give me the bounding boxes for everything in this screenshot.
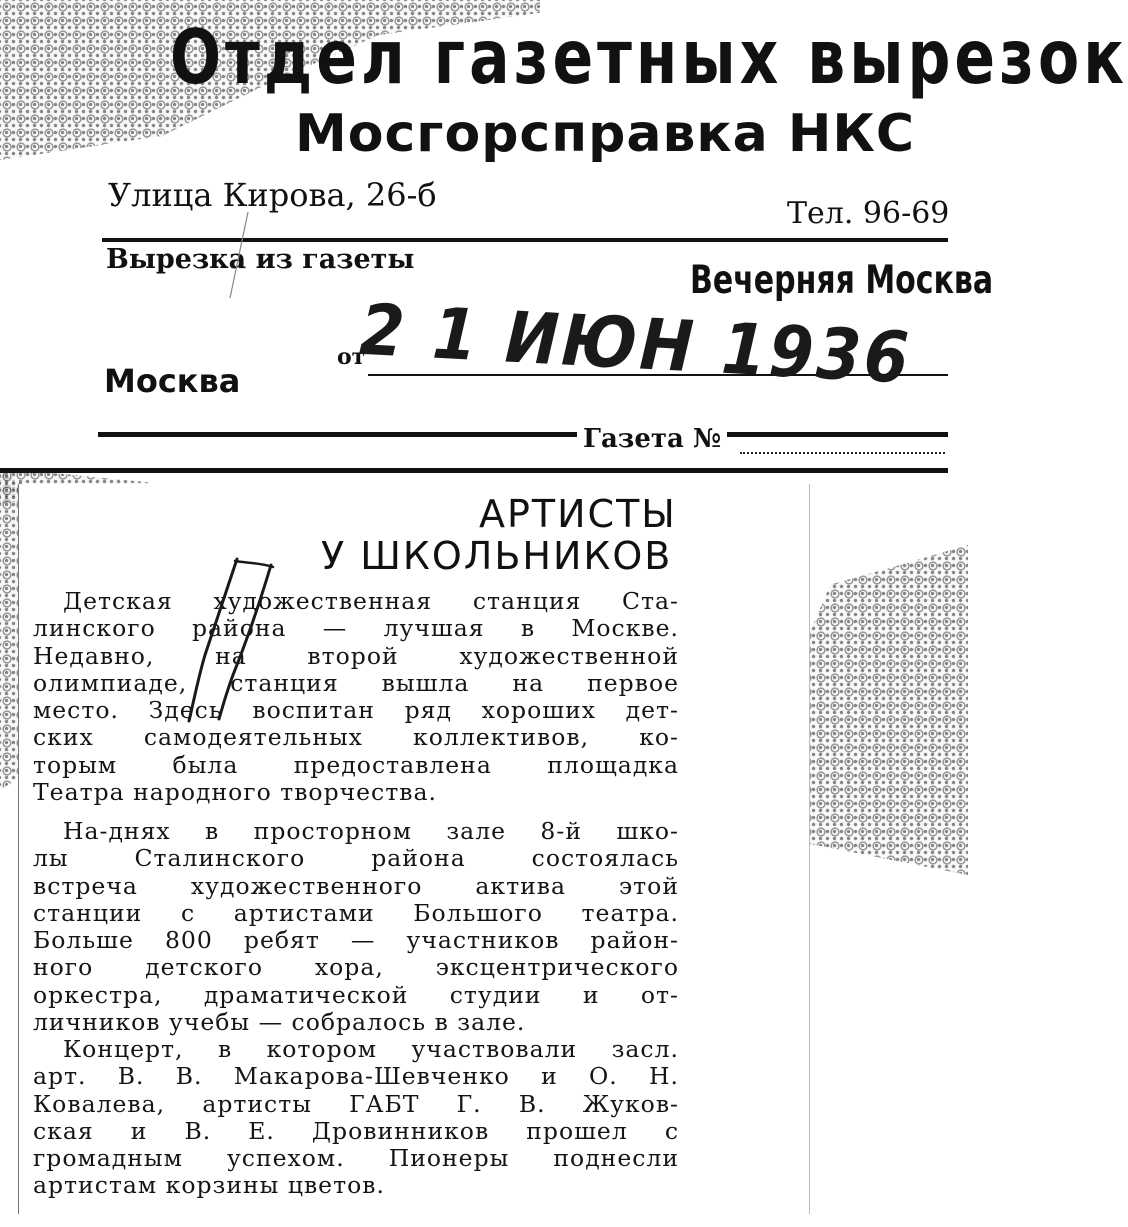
text-line: лы Сталинского района состоялась	[33, 844, 679, 873]
text-line: Недавно, на второй художественной	[33, 641, 679, 670]
article-paragraph-1	[33, 588, 679, 806]
issue-number-label: Газета №	[577, 424, 727, 454]
text-line: станции с артистами Большого театра.	[33, 898, 679, 927]
issue-number-blank	[740, 452, 945, 454]
article-paragraph-3	[33, 1036, 679, 1200]
date-stamp: 2 1 ИЮН 1936	[357, 290, 914, 401]
text-line: арт. В. В. Макарова-Шевченко и О. Н.	[33, 1062, 679, 1091]
bureau-phone: Тел. 96-69	[787, 196, 950, 231]
article-headline-line1: АРТИСТЫ	[479, 492, 677, 536]
text-line: На-днях в просторном зале 8-й шко-	[63, 817, 679, 845]
text-line: ного детского хора, эксцентрического	[33, 953, 679, 982]
text-line: Больше 800 ребят — участников район-	[33, 926, 679, 955]
form-bottom-divider	[0, 468, 948, 473]
text-line: олимпиаде, станция вышла на первое	[33, 668, 679, 697]
article-paragraph-2	[33, 818, 679, 1036]
text-line: Ковалева, артисты ГАБТ Г. В. Жуков-	[33, 1089, 679, 1118]
text-line: встреча художественного актива этой	[33, 871, 679, 900]
bureau-title: Отдел газетных вырезок	[170, 14, 1128, 102]
pencil-stroke-icon	[218, 210, 258, 300]
decorative-pattern-right	[800, 545, 968, 875]
text-line: ских самодеятельных коллективов, ко-	[33, 723, 679, 752]
text-line: торым была предоставлена площадка	[33, 750, 679, 779]
text-line: личников учебы — собралось в зале.	[33, 1008, 526, 1037]
text-line: Театра народного творчества.	[33, 778, 437, 807]
text-line: громадным успехом. Пионеры поднесли	[33, 1144, 679, 1173]
clipping-label: Вырезка из газеты	[106, 244, 415, 275]
text-line: Концерт, в котором участвовали засл.	[63, 1035, 679, 1063]
text-line: артистам корзины цветов.	[33, 1171, 385, 1200]
pencil-scribble-icon	[175, 555, 285, 725]
article-headline-line2: У ШКОЛЬНИКОВ	[321, 534, 673, 578]
text-line: линского района — лучшая в Москве.	[33, 614, 679, 643]
article-clipping	[18, 484, 810, 1214]
bureau-address: Улица Кирова, 26-б	[108, 176, 437, 214]
text-line: оркестра, драматической студии и от-	[33, 980, 679, 1009]
text-line: место. Здесь воспитан ряд хороших дет-	[33, 696, 679, 725]
text-line: Детская художественная станция Ста-	[63, 587, 679, 615]
city-label: Москва	[104, 362, 241, 400]
issue-divider	[98, 432, 948, 437]
bureau-subtitle: Мосгорсправка НКС	[295, 104, 916, 164]
text-line: ская и В. Е. Дровинников прошел с	[33, 1116, 679, 1145]
date-from-label: от	[337, 344, 366, 370]
newspaper-name: Вечерняя Москва	[690, 258, 994, 304]
